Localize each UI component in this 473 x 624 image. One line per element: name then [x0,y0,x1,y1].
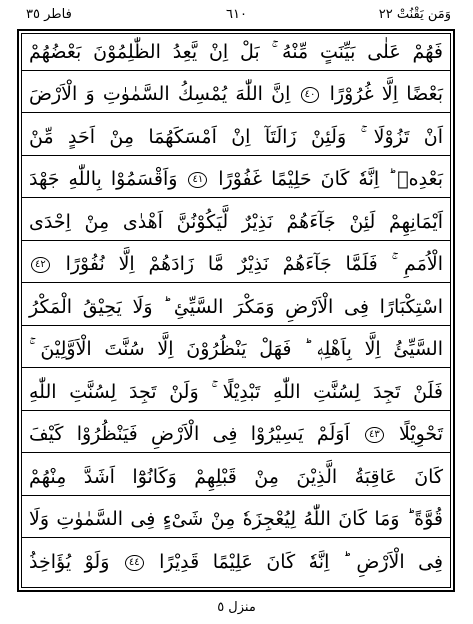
text-line-9 [22,374,450,411]
text-line-1 [22,34,450,71]
line-text: فَلَنْ تَجِدَ لِسُنَّتِ اللّٰهِ تَبْدِيْلًا ۚ وَلَنْ تَجِدَ لِسُنَّتِ اللّٰهِ [29,380,443,403]
line-text: تَحْوِيْلًا ٤٣ اَوَلَمْ يَسِيْرُوْا فِى الْاَرْضِ فَيَنْظُرُوْا كَيْفَ [29,423,443,446]
text-body [22,34,450,587]
line-text: فَهُمْ عَلٰى بَيِّنَتٍ مِّنْهُ ۚ بَلْ اِنْ يَّعِدُ الظّٰلِمُوْنَ بَعْضُهُمْ [29,40,443,63]
text-line-7 [22,289,450,326]
page-footer [0,596,473,620]
surah-label: فاطر ٣٥ [26,7,72,22]
line-text: السَّيِّئُ اِلَّا بِاَهْلِهٖ ؕ فَهَلْ يَنْظُرُوْنَ اِلَّا سُنَّتَ الْاَوَّلِيْنَ ۚ [29,338,443,361]
ayah-marker: ٤٣ [365,427,384,443]
line-text: فِى الْاَرْضِ ؕ اِنَّهٗ كَانَ عَلِيْمًا قَدِيْرًا ٤٤ وَلَوْ يُؤَاخِذُ [29,551,444,574]
text-line-12 [22,502,450,539]
text-line-13 [22,544,450,581]
ayah-marker: ٤٤ [125,555,144,571]
ayah-marker: ٤٠ [301,87,320,103]
line-text: الْاُمَمِ ۚ فَلَمَّا جَآءَهُمْ نَذِيْرٌ مَّا زَادَهُمْ اِلَّا نُفُوْرًا ٤٢ [29,253,443,275]
line-text: كَانَ عَاقِبَةُ الَّذِيْنَ مِنْ قَبْلِهِمْ وَكَانُوْٓا اَشَدَّ مِنْهُمْ [29,465,443,488]
line-text: اَيْمَانِهِمْ لَئِنْ جَآءَهُمْ نَذِيْرٌ لَّيَكُوْنُنَّ اَهْدٰى مِنْ اِحْدَى [29,210,443,233]
line-text: قُوَّةً ؕ وَمَا كَانَ اللّٰهُ لِيُعْجِزَهٗ مِنْ شَىْءٍ فِى السَّمٰوٰتِ وَلَا [29,508,443,531]
manzil-label: منزل ٥ [217,600,256,615]
text-line-10 [22,417,450,454]
line-text: بَعْضًا اِلَّا غُرُوْرًا ٤٠ اِنَّ اللّٰهَ يُمْسِكُ السَّمٰوٰتِ وَ الْاَرْضَ [29,83,443,106]
ayah-marker: ٤١ [188,172,207,188]
line-text: اسْتِكْبَارًا فِى الْاَرْضِ وَمَكْرَ السَّيِّئِ ؕ وَلَا يَحِيْقُ الْمَكْرُ [29,295,443,318]
text-line-3 [22,119,450,156]
line-text: اَنْ تَزُوْلَا ۚ وَلَئِنْ زَالَتَآ اِنْ اَمْسَكَهُمَا مِنْ اَحَدٍ مِّنْ [29,125,443,148]
text-line-2 [22,77,450,114]
text-line-4 [22,162,450,199]
text-line-6 [22,247,450,284]
line-text: بَعْدِهٖ ؕ اِنَّهٗ كَانَ حَلِيْمًا غَفُوْرًا ٤١ وَاَقْسَمُوْا بِاللّٰهِ جَهْدَ [29,168,444,191]
text-line-8 [22,332,450,369]
ayah-marker: ٤٢ [31,257,50,273]
page-header [0,0,473,32]
page-number: ٦١٠ [226,7,247,22]
text-line-5 [22,204,450,241]
juz-label: وَمَن يَقْنُتْ ٢٢ [378,7,451,22]
text-line-11 [22,459,450,496]
